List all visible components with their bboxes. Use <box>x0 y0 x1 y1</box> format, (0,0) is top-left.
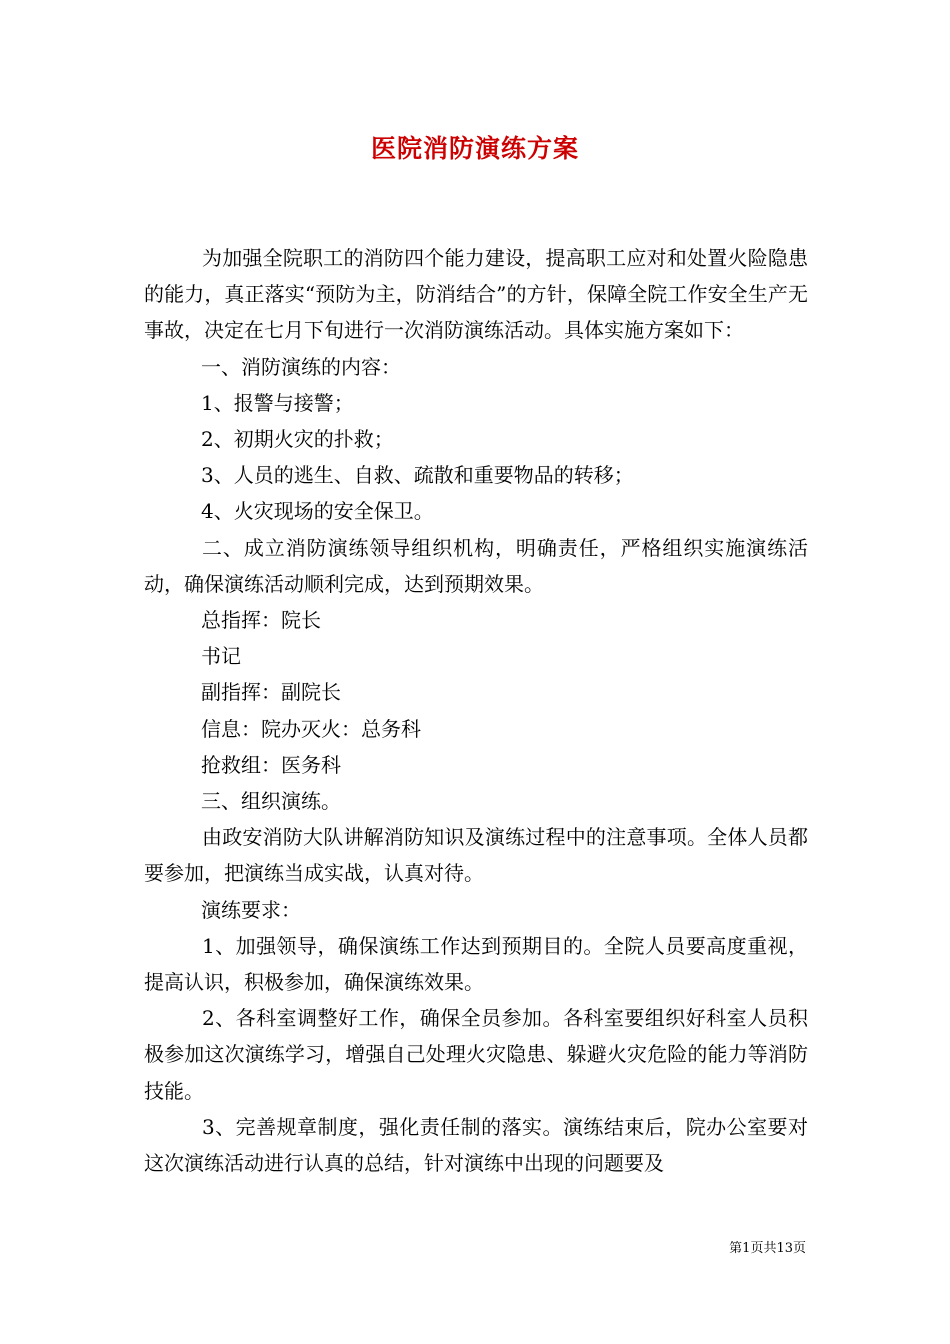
body-paragraph: 3、完善规章制度，强化责任制的落实。演练结束后，院办公室要对这次演练活动进行认真的总结，针对演练中出现的问题要及 <box>144 1114 808 1176</box>
list-item: 1、报警与接警； <box>201 390 354 415</box>
role-line: 书记 <box>201 644 241 669</box>
section-heading: 演练要求： <box>201 897 301 922</box>
section-heading: 三、组织演练。 <box>201 789 341 814</box>
body-paragraph: 1、加强领导，确保演练工作达到预期目的。全院人员要高度重视，提高认识，积极参加，确保演练效果。 <box>144 933 808 995</box>
page-number: 第1页共13页 <box>729 1241 806 1256</box>
list-item: 2、初期火灾的扑救； <box>201 427 394 452</box>
section-heading: 一、消防演练的内容： <box>201 354 401 379</box>
list-item: 4、火灾现场的安全保卫。 <box>201 499 434 524</box>
body-paragraph: 二、成立消防演练领导组织机构，明确责任，严格组织实施演练活动，确保演练活动顺利完成，达到预期效果。 <box>144 535 808 596</box>
body-paragraph: 为加强全院职工的消防四个能力建设，提高职工应对和处置火险隐患的能力，真正落实“预防为主，防消结合”的方针，保障全院工作安全生产无事故，决定在七月下旬进行一次消防演练活动。具体实施方案如下： <box>144 246 808 343</box>
role-line: 总指挥：院长 <box>201 608 321 633</box>
document-body <box>144 240 808 1181</box>
role-line: 信息：院办灭火：总务科 <box>201 716 421 741</box>
body-paragraph: 由政安消防大队讲解消防知识及演练过程中的注意事项。全体人员都要参加，把演练当成实战，认真对待。 <box>144 825 808 886</box>
document-title: 医院消防演练方案 <box>370 134 579 163</box>
role-line: 副指挥：副院长 <box>201 680 341 705</box>
body-paragraph: 2、各科室调整好工作，确保全员参加。各科室要组织好科室人员积极参加这次演练学习，增强自己处理火灾隐患、躲避火灾危险的能力等消防技能。 <box>144 1006 808 1103</box>
role-line: 抢救组：医务科 <box>201 752 341 777</box>
list-item: 3、人员的逃生、自救、疏散和重要物品的转移； <box>201 463 634 488</box>
